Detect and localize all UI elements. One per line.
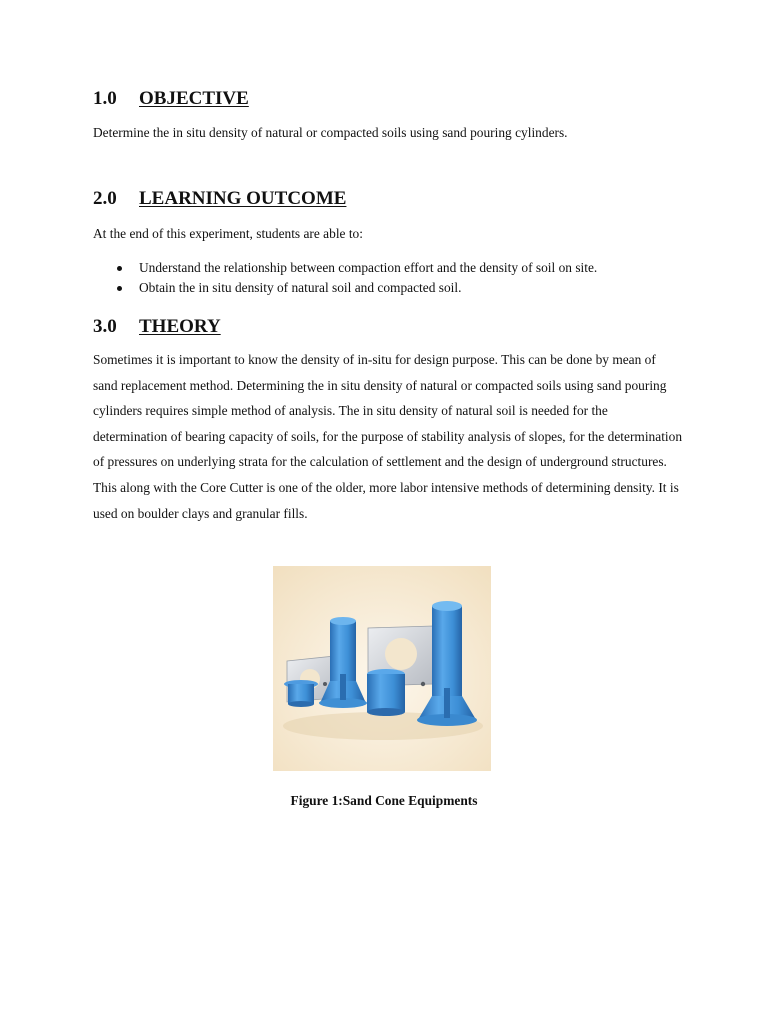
objective-text: Determine the in situ density of natural or compacted soils using sand pouring cylinders. <box>93 125 568 140</box>
sand-cone-equipment-image <box>273 566 491 771</box>
section-title: THEORY <box>139 316 221 337</box>
bullet-icon <box>117 286 122 291</box>
list-item <box>93 258 693 278</box>
list-item-text: Obtain the in situ density of natural soil and compacted soil. <box>139 280 462 295</box>
theory-heading <box>93 316 221 338</box>
figure-caption: Figure 1:Sand Cone Equipments <box>290 793 478 808</box>
section-title: LEARNING OUTCOME <box>139 188 347 209</box>
sand-cone-equipment-figure <box>273 566 491 771</box>
section-number: 2.0 <box>93 188 117 209</box>
learning-outcome-intro: At the end of this experiment, students are able to: <box>93 226 363 241</box>
section-number: 3.0 <box>93 316 117 337</box>
section-title: OBJECTIVE <box>139 88 249 109</box>
theory-text: Sometimes it is important to know the density of in-situ for design purpose. This can be done by mean of sand replacement method. Determining the in situ density of natural or compacted soils using sand pouring cylinders requires simple method of analysis. The in situ density of natural soil is needed for the determination of bearing capacity of soils, for the purpose of stability analysis of slopes, for the determination of pressures on underlying strata for the calculation of settlement and the design of underground structures. This along with the Core Cutter is one of the older, more labor intensive methods of determining density. It is used on boulder clays and granular fills. <box>93 352 683 521</box>
objective-heading <box>93 88 249 110</box>
learning-outcome-list <box>93 258 693 298</box>
section-number: 1.0 <box>93 88 117 109</box>
list-item <box>93 278 693 298</box>
list-item-text: Understand the relationship between compaction effort and the density of soil on site. <box>139 260 598 275</box>
learning-outcome-heading <box>93 188 346 210</box>
bullet-icon <box>117 266 122 271</box>
